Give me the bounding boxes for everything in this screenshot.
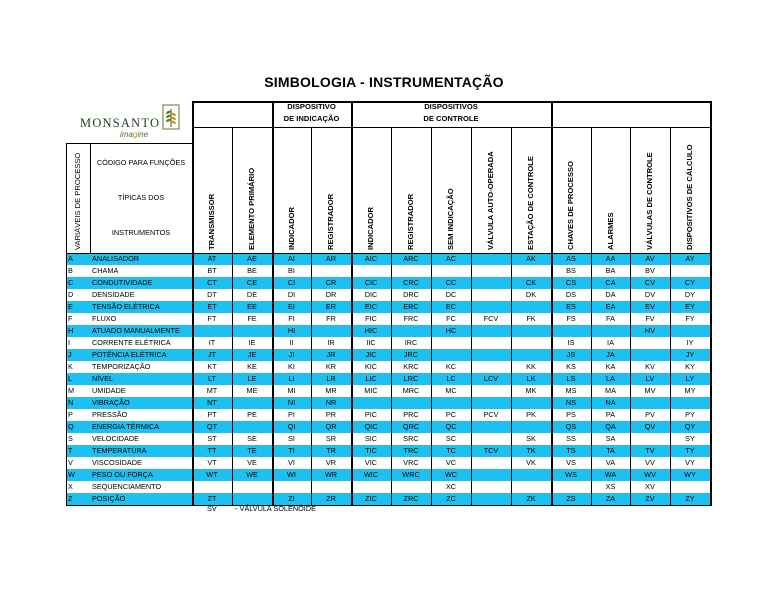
row-code-cell: FC <box>446 314 456 323</box>
row-code-cell: VA <box>605 458 616 467</box>
row-letter: A <box>68 254 73 263</box>
row-code-cell: KE <box>247 362 257 371</box>
row-code-cell: DRC <box>403 290 419 299</box>
row-code-cell: KS <box>566 362 576 371</box>
row-code-cell: IS <box>567 338 575 347</box>
row-variable-name: PESO OU FORÇA <box>92 470 153 479</box>
row-code-cell: ERC <box>403 302 419 311</box>
row-code-cell: EA <box>605 302 616 311</box>
row-code-cell: MV <box>644 386 656 395</box>
row-code-cell: CRC <box>403 278 419 287</box>
row-code-cell: QR <box>325 422 337 431</box>
row-code-cell: TC <box>446 446 456 455</box>
row-code-cell: PV <box>645 410 655 419</box>
row-code-cell: DA <box>605 290 616 299</box>
row-letter: D <box>68 290 74 299</box>
row-code-cell: VS <box>566 458 576 467</box>
row-code-cell: KIC <box>364 362 378 371</box>
row-code-cell: PK <box>526 410 536 419</box>
row-code-cell: VIC <box>364 458 378 467</box>
row-code-cell: MC <box>445 386 457 395</box>
row-code-cell: JRC <box>403 350 419 359</box>
row-code-cell: BS <box>566 266 576 275</box>
column-header: TRANSMISSOR <box>207 193 216 250</box>
row-code-cell: ARC <box>403 254 419 263</box>
row-code-cell: MI <box>287 386 296 395</box>
column-header: SEM INDICAÇÃO <box>446 188 455 250</box>
table-border-top-left <box>66 143 192 144</box>
row-code-cell: PIC <box>364 410 378 419</box>
row-code-cell: ZRC <box>403 494 419 503</box>
row-code-cell: KV <box>645 362 655 371</box>
row-code-cell: KY <box>685 362 695 371</box>
row-code-cell: PS <box>566 410 576 419</box>
row-code-cell: AY <box>685 254 695 263</box>
row-code-cell: DC <box>445 290 457 299</box>
row-code-cell: MT <box>206 386 218 395</box>
row-code-cell: QT <box>206 422 218 431</box>
row-letter: S <box>68 434 73 443</box>
row-letter: L <box>68 374 73 383</box>
function-codes-description-line: INSTRUMENTOS <box>111 228 171 237</box>
group-header <box>351 101 551 125</box>
row-code-cell: IT <box>208 338 216 347</box>
row-letter: C <box>68 278 74 287</box>
row-code-cell: JA <box>606 350 615 359</box>
row-code-cell: TI <box>288 446 295 455</box>
row-letter: V <box>68 458 73 467</box>
row-code-cell: WA <box>604 470 617 479</box>
row-code-cell: IE <box>248 338 256 347</box>
row-code-cell: DS <box>565 290 577 299</box>
process-variables-label: VARIÁVEIS DE PROCESSO <box>73 152 82 250</box>
row-code-cell: VV <box>645 458 655 467</box>
row-code-cell: EV <box>645 302 655 311</box>
row-code-cell: EC <box>445 302 457 311</box>
row-code-cell: ZA <box>605 494 616 503</box>
row-code-cell: FCV <box>483 314 499 323</box>
row-code-cell: ME <box>246 386 258 395</box>
group-header-line: DE CONTROLE <box>423 114 479 123</box>
row-code-cell: QV <box>644 422 656 431</box>
row-variable-name: NÍVEL <box>92 374 114 383</box>
row-code-cell: TR <box>326 446 336 455</box>
row-code-cell: ET <box>207 302 217 311</box>
row-code-cell: XC <box>445 482 457 491</box>
row-letter: E <box>68 302 73 311</box>
row-code-cell: CS <box>565 278 577 287</box>
row-code-cell: BA <box>605 266 616 275</box>
row-code-cell: FI <box>288 314 295 323</box>
row-code-cell: ZS <box>566 494 576 503</box>
row-code-cell: WS <box>565 470 577 479</box>
row-code-cell: TIC <box>365 446 377 455</box>
row-code-cell: MY <box>684 386 696 395</box>
row-code-cell: IIC <box>366 338 376 347</box>
row-code-cell: TV <box>645 446 655 455</box>
row-code-cell: WC <box>444 470 458 479</box>
row-code-cell: VY <box>685 458 695 467</box>
row-variable-name: CORRENTE ELÉTRICA <box>92 338 171 347</box>
row-code-cell: AV <box>645 254 655 263</box>
row-variable-name: FLUXO <box>92 314 117 323</box>
row-code-cell: AE <box>247 254 257 263</box>
row-code-cell: SA <box>605 434 616 443</box>
column-header: ALARMES <box>605 212 615 250</box>
row-variable-name: UMIDADE <box>92 386 126 395</box>
row-code-cell: DV <box>644 290 656 299</box>
row-variable-name: POSIÇÃO <box>92 494 126 503</box>
row-variable-name: CHAMA <box>92 266 119 275</box>
row-letter: M <box>68 386 75 395</box>
row-letter: F <box>68 314 73 323</box>
row-code-cell: BT <box>207 266 217 275</box>
row-code-cell: DY <box>684 290 696 299</box>
row-code-cell: PE <box>247 410 257 419</box>
group-header-line: DISPOSITIVOS <box>424 102 478 111</box>
row-code-cell: JE <box>247 350 257 359</box>
column-header: DISPOSITIVOS DE CÁLCULO <box>685 144 694 250</box>
row-code-cell: CI <box>287 278 296 287</box>
row-code-cell: ZV <box>645 494 655 503</box>
page-title: SIMBOLOGIA - INSTRUMENTAÇÃO <box>264 74 504 90</box>
row-code-cell: VRC <box>403 458 419 467</box>
row-code-cell: VK <box>526 458 536 467</box>
row-code-cell: DR <box>325 290 337 299</box>
group-header-line: DE INDICAÇÃO <box>283 114 340 123</box>
row-code-cell: LCV <box>483 374 499 383</box>
row-code-cell: WY <box>684 470 696 479</box>
row-code-cell: FY <box>685 314 695 323</box>
row-letter: Q <box>68 422 74 431</box>
row-code-cell: TA <box>606 446 615 455</box>
function-codes-description-line: TÍPICAS DOS <box>117 193 165 202</box>
row-code-cell: HV <box>644 326 656 335</box>
row-code-cell: HI <box>287 326 296 335</box>
column-header: ELEMENTO PRIMÁRIO <box>247 167 256 250</box>
row-code-cell: QA <box>605 422 616 431</box>
row-code-cell: FS <box>566 314 576 323</box>
row-code-cell: LS <box>566 374 576 383</box>
row-code-cell: ZR <box>326 494 336 503</box>
row-code-cell: TE <box>247 446 257 455</box>
row-letter: N <box>68 398 74 407</box>
footnote-text: - VÁLVULA SOLENÓIDE <box>235 504 316 513</box>
row-code-cell: NA <box>605 398 616 407</box>
group-header-line: DISPOSITIVO <box>287 102 336 111</box>
row-code-cell: FV <box>645 314 655 323</box>
row-code-cell: PI <box>288 410 295 419</box>
row-code-cell: EY <box>685 302 695 311</box>
row-code-cell: KA <box>605 362 616 371</box>
row-code-cell: XS <box>605 482 616 491</box>
row-code-cell: JI <box>288 350 295 359</box>
row-code-cell: AK <box>526 254 536 263</box>
row-code-cell: PA <box>605 410 616 419</box>
row-code-cell: FRC <box>403 314 419 323</box>
row-letter: P <box>68 410 73 419</box>
row-code-cell: AIC <box>364 254 378 263</box>
table-border-right <box>710 101 712 506</box>
row-code-cell: CT <box>207 278 217 287</box>
row-letter: Z <box>68 494 73 503</box>
row-code-cell: BV <box>645 266 655 275</box>
row-variable-name: DENSIDADE <box>92 290 135 299</box>
row-code-cell: EI <box>288 302 295 311</box>
row-code-cell: WIC <box>363 470 379 479</box>
row-code-cell: JY <box>685 350 695 359</box>
row-letter: H <box>68 326 74 335</box>
row-variable-name: VIBRAÇÃO <box>92 398 130 407</box>
row-code-cell: QI <box>287 422 296 431</box>
row-code-cell: ZK <box>526 494 536 503</box>
row-code-cell: FT <box>207 314 217 323</box>
row-variable-name: ENERGIA TÉRMICA <box>92 422 160 431</box>
row-variable-name: SEQUENCIAMENTO <box>92 482 162 491</box>
row-code-cell: KR <box>325 362 337 371</box>
row-code-cell: FR <box>326 314 336 323</box>
row-variable-name: VISCOSIDADE <box>92 458 142 467</box>
row-code-cell: AC <box>445 254 457 263</box>
row-code-cell: QIC <box>364 422 378 431</box>
row-code-cell: CK <box>525 278 537 287</box>
row-code-cell: AT <box>207 254 217 263</box>
row-code-cell: SI <box>288 434 295 443</box>
row-code-cell: LA <box>606 374 615 383</box>
row-code-cell: JT <box>207 350 217 359</box>
row-code-cell: KI <box>288 362 295 371</box>
row-code-cell: AA <box>605 254 616 263</box>
row-code-cell: LR <box>326 374 336 383</box>
row-variable-name: TEMPORIZAÇÃO <box>92 362 151 371</box>
row-code-cell: DIC <box>364 290 378 299</box>
row-code-cell: IA <box>607 338 614 347</box>
row-code-cell: KK <box>526 362 536 371</box>
row-code-cell: DT <box>207 290 217 299</box>
row-code-cell: MIC <box>364 386 378 395</box>
row-code-cell: FK <box>526 314 536 323</box>
row-code-cell: LRC <box>403 374 419 383</box>
row-code-cell: TS <box>566 446 576 455</box>
row-code-cell: SE <box>247 434 257 443</box>
group-divider <box>192 127 711 128</box>
row-code-cell: DE <box>246 290 258 299</box>
row-code-cell: BE <box>247 266 257 275</box>
row-code-cell: FA <box>606 314 615 323</box>
row-code-cell: IY <box>686 338 694 347</box>
column-header: REGISTRADOR <box>326 193 335 250</box>
row-code-cell: BI <box>288 266 295 275</box>
row-code-cell: PR <box>325 410 337 419</box>
row-code-cell: IRC <box>404 338 418 347</box>
row-code-cell: QY <box>684 422 696 431</box>
row-variable-name: VELOCIDADE <box>92 434 140 443</box>
row-letter: I <box>68 338 71 347</box>
row-code-cell: LC <box>446 374 456 383</box>
row-code-cell: KT <box>207 362 217 371</box>
row-code-cell: CY <box>684 278 696 287</box>
row-code-cell: ZC <box>446 494 456 503</box>
row-code-cell: LI <box>288 374 295 383</box>
row-code-cell: VC <box>445 458 457 467</box>
row-code-cell: MR <box>325 386 337 395</box>
row-code-cell: TT <box>207 446 217 455</box>
row-code-cell: MRC <box>402 386 420 395</box>
row-code-cell: ZI <box>288 494 295 503</box>
row-letter: T <box>68 446 73 455</box>
row-code-cell: FE <box>247 314 257 323</box>
row-code-cell: VI <box>288 458 295 467</box>
row-code-cell: CC <box>445 278 457 287</box>
group-header <box>272 101 351 125</box>
table-border-bottom <box>66 505 711 506</box>
row-code-cell: WR <box>324 470 338 479</box>
row-code-cell: CV <box>644 278 656 287</box>
row-code-cell: VT <box>207 458 217 467</box>
row-variable-name: ATUADO MANUALMENTE <box>92 326 180 335</box>
row-code-cell: JIC <box>365 350 377 359</box>
row-code-cell: WE <box>246 470 258 479</box>
row-code-cell: SR <box>325 434 337 443</box>
row-code-cell: CA <box>605 278 616 287</box>
row-code-cell: QC <box>445 422 457 431</box>
row-code-cell: ES <box>566 302 576 311</box>
row-code-cell: LK <box>526 374 536 383</box>
row-code-cell: AR <box>325 254 337 263</box>
row-code-cell: NI <box>287 398 296 407</box>
row-code-cell: KC <box>445 362 457 371</box>
row-code-cell: XV <box>645 482 655 491</box>
row-code-cell: EE <box>247 302 257 311</box>
row-code-cell: KRC <box>403 362 419 371</box>
row-code-cell: IR <box>327 338 335 347</box>
footnote-code: SV <box>207 504 217 513</box>
row-code-cell: TY <box>685 446 695 455</box>
row-code-cell: LY <box>685 374 695 383</box>
row-code-cell: LT <box>208 374 216 383</box>
row-code-cell: QRC <box>402 422 420 431</box>
column-header: VÁLVULAS DE CONTROLE <box>645 152 654 250</box>
row-code-cell: SK <box>526 434 536 443</box>
row-code-cell: CE <box>246 278 258 287</box>
logo-wordmark: MONSANTO <box>80 116 161 130</box>
row-letter: X <box>68 482 73 491</box>
row-code-cell: ZY <box>685 494 695 503</box>
row-code-cell: QS <box>565 422 577 431</box>
row-code-cell: SRC <box>403 434 419 443</box>
row-code-cell: HC <box>445 326 457 335</box>
row-code-cell: SIC <box>364 434 378 443</box>
row-code-cell: CR <box>325 278 337 287</box>
row-code-cell: SY <box>685 434 695 443</box>
row-code-cell: NT <box>207 398 217 407</box>
row-code-cell: TRC <box>403 446 419 455</box>
row-variable-name: ANALISADOR <box>92 254 140 263</box>
row-code-cell: WI <box>287 470 296 479</box>
column-header: INDICADOR <box>366 206 375 250</box>
row-code-cell: NR <box>325 398 337 407</box>
row-code-cell: VE <box>247 458 257 467</box>
row-letter: K <box>68 362 73 371</box>
row-code-cell: NS <box>565 398 577 407</box>
row-code-cell: SS <box>566 434 576 443</box>
row-code-cell: LE <box>247 374 257 383</box>
row-variable-name: TEMPERATURA <box>92 446 147 455</box>
row-variable-name: POTÊNCIA ELÉTRICA <box>92 350 167 359</box>
column-header: REGISTRADOR <box>406 193 415 250</box>
row-code-cell: ST <box>207 434 217 443</box>
row-code-cell: HIC <box>364 326 378 335</box>
row-code-cell: MK <box>525 386 537 395</box>
column-header: ESTAÇÃO DE CONTROLE <box>526 156 535 250</box>
row-variable-name: PRESSÃO <box>92 410 128 419</box>
row-code-cell: DI <box>287 290 296 299</box>
row-code-cell: SC <box>445 434 457 443</box>
row-code-cell: WT <box>206 470 218 479</box>
row-code-cell: AS <box>566 254 576 263</box>
row-code-cell: TK <box>526 446 536 455</box>
row-code-cell: EIC <box>364 302 378 311</box>
row-code-cell: DK <box>525 290 537 299</box>
row-code-cell: VR <box>325 458 337 467</box>
row-code-cell: MS <box>565 386 577 395</box>
row-code-cell: AI <box>288 254 295 263</box>
column-header: INDICADOR <box>286 206 296 250</box>
row-code-cell: LV <box>645 374 655 383</box>
row-code-cell: TCV <box>483 446 499 455</box>
row-code-cell: II <box>289 338 294 347</box>
row-code-cell: PC <box>445 410 457 419</box>
logo-tagline: imagine <box>120 130 149 139</box>
row-code-cell: PY <box>685 410 695 419</box>
row-code-cell: ER <box>325 302 337 311</box>
row-letter: B <box>68 266 73 275</box>
row-code-cell: WRC <box>402 470 420 479</box>
row-variable-name: TENSÃO ELÉTRICA <box>92 302 160 311</box>
row-code-cell: PRC <box>403 410 419 419</box>
row-code-cell: MA <box>605 386 616 395</box>
row-code-cell: FIC <box>365 314 377 323</box>
row-code-cell: JS <box>566 350 576 359</box>
row-code-cell: PT <box>207 410 217 419</box>
row-code-cell: PCV <box>483 410 499 419</box>
table-border-left <box>66 143 67 506</box>
row-code-cell: JR <box>326 350 336 359</box>
row-letter: J <box>68 350 72 359</box>
row-code-cell: WV <box>644 470 656 479</box>
row-code-cell: ZT <box>207 494 217 503</box>
column-header: CHAVES DE PROCESSO <box>566 161 575 250</box>
row-code-cell: LIC <box>365 374 377 383</box>
row-code-cell: CIC <box>364 278 378 287</box>
row-letter: W <box>68 470 75 479</box>
row-code-cell: ZIC <box>365 494 377 503</box>
row-variable-name: CONDUTIVIDADE <box>92 278 153 287</box>
function-codes-description-line: CÓDIGO PARA FUNÇÕES <box>96 158 186 167</box>
column-header: VÁLVULA AUTO-OPERADA <box>486 151 495 250</box>
